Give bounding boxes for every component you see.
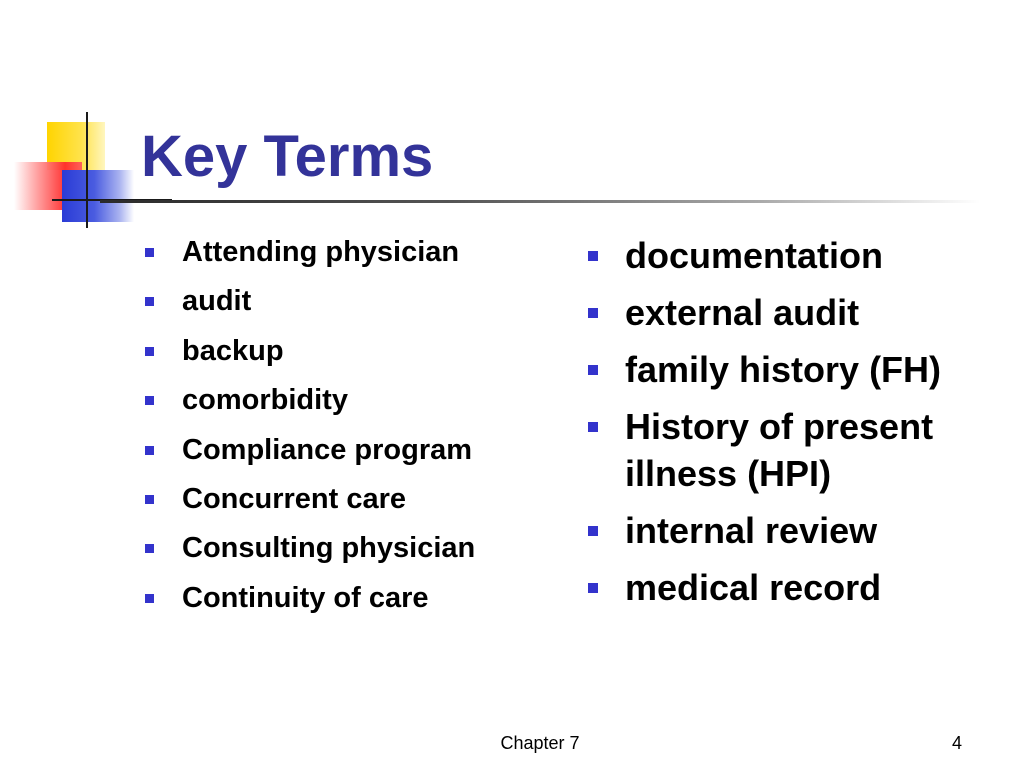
title-underline bbox=[100, 200, 980, 203]
square-bullet-icon bbox=[145, 544, 154, 553]
square-bullet-icon bbox=[588, 422, 598, 432]
square-bullet-icon bbox=[145, 297, 154, 306]
list-item bbox=[145, 431, 565, 470]
square-bullet-icon bbox=[588, 526, 598, 536]
list-item bbox=[145, 332, 565, 371]
term-label: comorbidity bbox=[182, 384, 348, 417]
square-bullet-icon bbox=[145, 248, 154, 257]
list-item bbox=[588, 507, 1008, 554]
right-term-list bbox=[588, 232, 1008, 621]
square-bullet-icon bbox=[588, 308, 598, 318]
left-term-list bbox=[145, 233, 565, 628]
term-label: external audit bbox=[625, 292, 860, 333]
list-item bbox=[145, 233, 565, 272]
term-label: Attending physician bbox=[182, 236, 460, 268]
square-bullet-icon bbox=[588, 583, 598, 593]
square-bullet-icon bbox=[145, 594, 154, 603]
list-item bbox=[145, 480, 565, 519]
list-item bbox=[588, 403, 1008, 497]
term-label: documentation bbox=[625, 235, 883, 276]
term-label: Concurrent care bbox=[182, 482, 407, 515]
term-label: backup bbox=[182, 334, 284, 367]
square-bullet-icon bbox=[145, 347, 154, 356]
term-label: audit bbox=[182, 285, 252, 318]
list-item bbox=[145, 579, 565, 618]
square-bullet-icon bbox=[145, 396, 154, 405]
square-bullet-icon bbox=[145, 495, 154, 504]
logo-vertical-line bbox=[86, 112, 88, 228]
logo-blue-square bbox=[62, 170, 134, 222]
term-label: Continuity of care bbox=[182, 581, 429, 614]
square-bullet-icon bbox=[588, 365, 598, 375]
term-label: History of present illness (HPI) bbox=[625, 406, 934, 494]
square-bullet-icon bbox=[588, 251, 598, 261]
list-item bbox=[588, 289, 1008, 336]
slide-title: Key Terms bbox=[141, 124, 434, 189]
term-label: medical record bbox=[625, 567, 882, 608]
list-item bbox=[588, 232, 1008, 279]
list-item bbox=[588, 346, 1008, 393]
footer-chapter-label: Chapter 7 bbox=[500, 733, 580, 753]
term-label: family history (FH) bbox=[625, 349, 942, 390]
square-bullet-icon bbox=[145, 446, 154, 455]
slide-page-number: 4 bbox=[951, 733, 962, 753]
list-item bbox=[588, 564, 1008, 611]
term-label: Consulting physician bbox=[182, 532, 476, 565]
list-item bbox=[145, 381, 565, 420]
term-label: internal review bbox=[625, 510, 878, 551]
term-label: Compliance program bbox=[182, 433, 473, 466]
list-item bbox=[145, 529, 565, 568]
list-item bbox=[145, 282, 565, 321]
